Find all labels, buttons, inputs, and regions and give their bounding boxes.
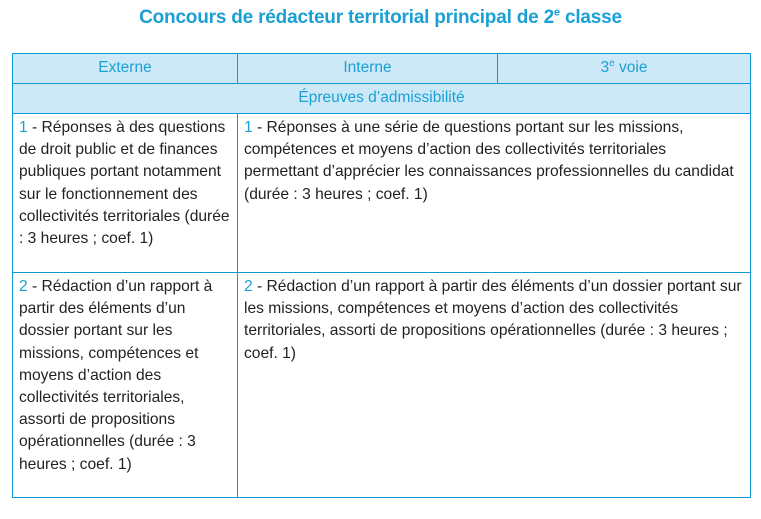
epreuve-text: - Rédaction d’un rapport à partir des éléments d’un dossier portant sur les missions, compétences et moyens d’action des collectivités territoriales, assorti de propositions opérationnelles (durée : 3 heures ; coef. 1)	[244, 278, 742, 362]
table-row	[13, 273, 751, 498]
epreuve-number: 2	[19, 278, 28, 295]
header-externe: Externe	[13, 54, 238, 84]
exam-table	[12, 53, 751, 498]
epreuve-text: - Réponses à des questions de droit public et de finances publiques portant notamment sur le fonctionnement des collectivités territoriales (durée : 3 heures ; coef. 1)	[19, 119, 230, 248]
section-label: Épreuves d’admissibilité	[13, 84, 751, 114]
epreuve-number: 1	[19, 119, 28, 136]
title-main: Concours de rédacteur territorial principal de 2	[139, 7, 554, 28]
epreuve-number: 2	[244, 278, 253, 295]
epreuve-text: - Réponses à une série de questions portant sur les missions, compétences et moyens d’action des collectivités territoriales permettant d’apprécier les connaissances professionnelles du candidat (durée : 3 heures ; coef. 1)	[244, 119, 734, 203]
epreuve-text: - Rédaction d’un rapport à partir des éléments d’un dossier portant sur les missions, compétences et moyens d’action des collectivités territoriales, assorti de propositions opérationnelles (durée : 3 heures ; coef. 1)	[19, 278, 213, 473]
column-header-row	[13, 54, 751, 84]
header-troisieme-voie-prefix: 3	[600, 59, 610, 77]
externe-epreuve-1	[13, 114, 238, 273]
epreuve-number: 1	[244, 119, 253, 136]
header-troisieme-voie-sup: e	[609, 58, 615, 70]
externe-epreuve-2	[13, 273, 238, 498]
interne-epreuve-2	[238, 273, 751, 498]
table-row	[13, 114, 751, 273]
header-troisieme-voie-suffix: voie	[614, 59, 648, 77]
section-row	[13, 84, 751, 114]
page-title	[0, 7, 761, 29]
title-suffix: classe	[559, 7, 622, 28]
title-superscript: e	[553, 6, 560, 19]
header-interne: Interne	[238, 54, 498, 84]
interne-epreuve-1	[238, 114, 751, 273]
header-troisieme-voie	[498, 54, 751, 84]
